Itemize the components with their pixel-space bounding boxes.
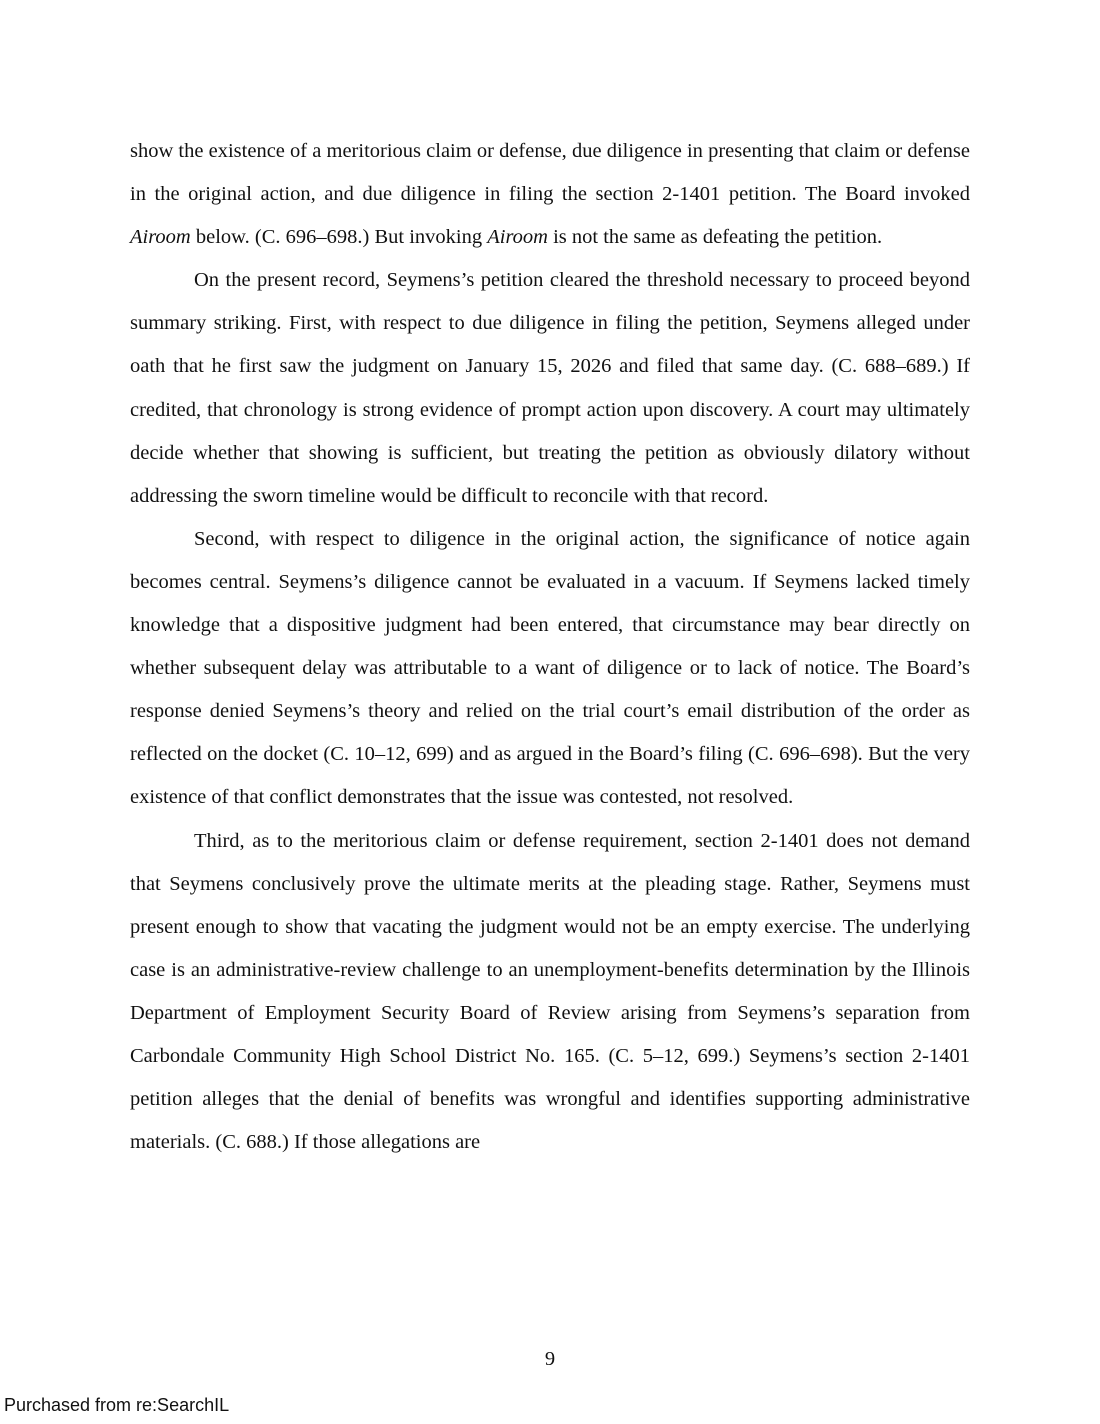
page-number: 9 — [544, 1348, 556, 1370]
case-name-italic: Airoom — [487, 226, 548, 249]
text-run: On the present record, Seymens’s petition cleared the threshold necessary to proceed beyond summary striking. First, with respect to due diligence in filing the petition, Seymens alleged under oath that he first saw the judgment on January 15, 2026 and filed that same day. (C. 688–689.) If credited, that chronology is strong evidence of prompt action upon discovery. A court may ultimately decide whether that showing is sufficient, but treating the petition as obviously dilatory without addressing the sworn timeline would be difficult to reconcile with that record. — [130, 269, 970, 507]
text-run: show the existence of a meritorious claim or defense, due diligence in presenting that claim or defense in the original action, and due diligence in filing the section 2-1401 petition. The Board invoked — [130, 140, 970, 206]
purchase-footer-note: Purchased from re:SearchIL — [4, 1395, 230, 1415]
body-text — [130, 130, 970, 1164]
paragraph — [130, 518, 970, 820]
paragraph — [130, 820, 970, 1165]
text-run: is not the same as defeating the petition. — [547, 226, 883, 249]
text-run: Second, with respect to diligence in the original action, the significance of notice again becomes central. Seymens’s diligence cannot be evaluated in a vacuum. If Seymens lacked timely knowledge that a dispositive judgment had been entered, that circumstance may bear directly on whether subsequent delay was attributable to a want of diligence or to lack of notice. The Board’s response denied Seymens’s theory and relied on the trial court’s email distribution of the order as reflected on the docket (C. 10–12, 699) and as argued in the Board’s filing (C. 696–698). But the very existence of that conflict demonstrates that the issue was contested, not resolved. — [130, 527, 970, 809]
paragraph — [130, 259, 970, 518]
case-name-italic: Airoom — [130, 226, 191, 249]
paragraph — [130, 130, 970, 259]
text-run: Third, as to the meritorious claim or defense requirement, section 2-1401 does not demand that Seymens conclusively prove the ultimate merits at the pleading stage. Rather, Seymens must present enough to show that vacating the judgment would not be an empty exercise. The underlying case is an administrative-review challenge to an unemployment-benefits determination by the Illinois Department of Employment Security Board of Review arising from Seymens’s separation from Carbondale Community High School District No. 165. (C. 5–12, 699.) Seymens’s section 2-1401 petition alleges that the denial of benefits was wrongful and identifies supporting administrative materials. (C. 688.) If those allegations are — [130, 829, 970, 1154]
text-run: below. (C. 696–698.) But invoking — [190, 226, 488, 249]
